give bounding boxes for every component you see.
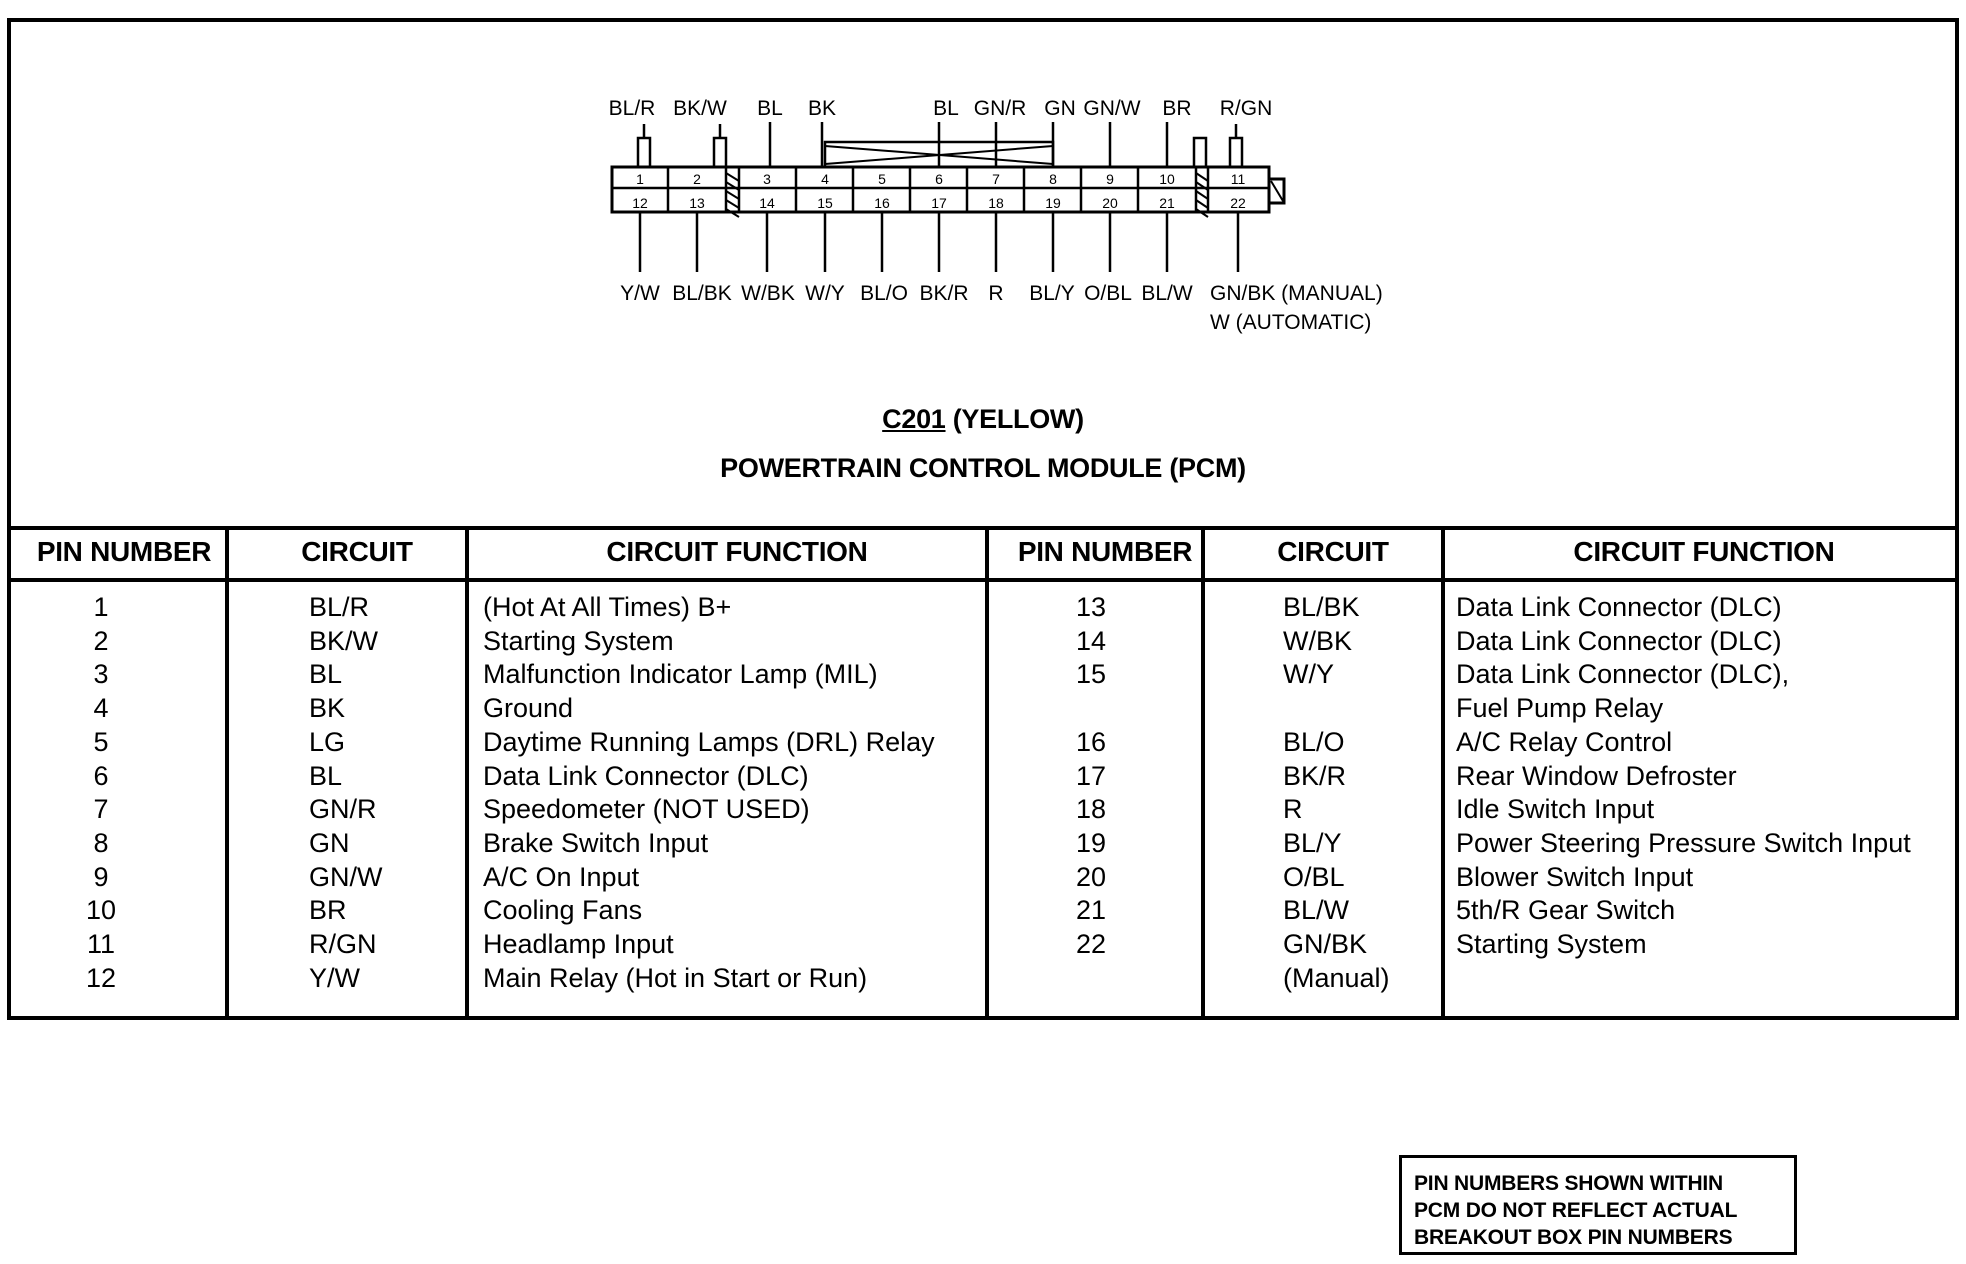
top-wire-label: R/GN	[1219, 97, 1273, 120]
pin-number-bottom: 20	[1102, 195, 1118, 211]
pin-number: 5	[93, 726, 109, 757]
circuit-code: BL/BK	[1283, 592, 1360, 622]
pin-number: 9	[93, 861, 109, 892]
circuit-code: W/BK	[1283, 625, 1353, 656]
pin-number-top: 6	[935, 171, 943, 187]
pin-number: 13	[1075, 592, 1107, 622]
top-wire-label: BR	[1162, 97, 1192, 120]
pin-number-bottom: 13	[689, 195, 705, 211]
pin-number-top: 4	[821, 171, 829, 187]
note-line: BREAKOUT BOX PIN NUMBERS	[1414, 1226, 1733, 1249]
circuit-function: Data Link Connector (DLC),	[1456, 659, 1790, 690]
bottom-wire-label: W/BK	[741, 282, 795, 305]
circuit-function: Data Link Connector (DLC)	[1456, 592, 1782, 622]
circuit-code: GN/BK	[1283, 929, 1368, 959]
circuit-function: Brake Switch Input	[483, 827, 709, 858]
header-circuit-left: CIRCUIT	[301, 536, 413, 567]
table-row	[11, 895, 1955, 929]
pin-number-top: 7	[992, 171, 1000, 187]
connector-id: C201	[882, 404, 946, 434]
table-header-rule	[11, 578, 1955, 582]
circuit-code: BL	[309, 760, 343, 791]
top-wire-label: BL/R	[608, 97, 656, 120]
circuit-function: Cooling Fans	[483, 895, 643, 926]
note-line: PIN NUMBERS SHOWN WITHIN	[1414, 1172, 1724, 1195]
circuit-function: Data Link Connector (DLC)	[1456, 625, 1782, 656]
pin-number-bottom: 14	[759, 195, 775, 211]
header-pin-right: PIN NUMBER	[1017, 536, 1193, 567]
pin-number-top: 11	[1230, 171, 1246, 187]
terminal-lock-tab	[1230, 138, 1242, 167]
table-row	[11, 794, 1955, 828]
top-wire-label: GN	[1044, 97, 1076, 120]
top-wire-label: GN/W	[1083, 97, 1141, 120]
circuit-code: R/GN	[309, 929, 377, 959]
circuit-function: Data Link Connector (DLC)	[483, 760, 809, 791]
table-row	[11, 693, 1955, 727]
pin-number-bottom: 16	[874, 195, 890, 211]
circuit-function: Ground	[483, 693, 574, 724]
circuit-function: Power Steering Pressure Switch Input	[1456, 827, 1911, 858]
circuit-code: W/Y	[1283, 659, 1334, 690]
pin-number-top: 1	[636, 171, 644, 187]
pin-number-top: 10	[1159, 171, 1175, 187]
pin-number: 2	[93, 625, 109, 656]
bottom-wire-label: BL/BK	[672, 282, 732, 305]
circuit-code: BL	[309, 659, 343, 690]
top-wire-label: BL	[933, 97, 959, 120]
circuit-function: Headlamp Input	[483, 929, 674, 959]
circuit-function: Starting System	[1456, 929, 1647, 959]
pin-number-bottom: 21	[1159, 195, 1175, 211]
pin-number: 10	[85, 895, 117, 926]
circuit-function: Speedometer (NOT USED)	[483, 794, 810, 825]
pin-number-bottom: 15	[817, 195, 833, 211]
pin-number-top: 3	[763, 171, 771, 187]
pin-number: 11	[86, 929, 116, 959]
bottom-wire-label: W/Y	[805, 282, 845, 305]
circuit-code: BK/R	[1283, 760, 1347, 791]
circuit-function: Starting System	[483, 625, 674, 656]
pin-number: 16	[1075, 726, 1107, 757]
pin-number: 3	[93, 659, 109, 690]
top-wire-label: BL	[757, 97, 783, 120]
pin-number: 19	[1075, 827, 1107, 858]
table-row	[11, 963, 1955, 997]
circuit-code: O/BL	[1283, 861, 1345, 892]
bottom-wire-label: R	[988, 282, 1004, 305]
pin-number: 6	[93, 760, 109, 791]
circuit-function: Malfunction Indicator Lamp (MIL)	[483, 659, 878, 690]
circuit-code: GN/W	[309, 861, 383, 892]
pin-number-bottom: 18	[988, 195, 1004, 211]
terminal-lock-tab	[714, 138, 726, 167]
header-function-left: CIRCUIT FUNCTION	[606, 536, 868, 567]
pin-number: 22	[1075, 929, 1107, 959]
circuit-code: GN/R	[309, 794, 377, 825]
circuit-code: BR	[309, 895, 347, 926]
bottom-wire-label: BL/W	[1141, 282, 1193, 305]
circuit-code: BL/O	[1283, 726, 1345, 757]
connector-color: (YELLOW)	[952, 404, 1084, 434]
circuit-function: Fuel Pump Relay	[1456, 693, 1664, 724]
pin-number-bottom: 22	[1230, 195, 1246, 211]
pin-number-top: 2	[693, 171, 701, 187]
connector-title	[0, 404, 1966, 435]
pin-number: 21	[1075, 895, 1107, 926]
table-row	[11, 862, 1955, 896]
circuit-code: (Manual)	[1283, 962, 1390, 993]
note-line: PCM DO NOT REFLECT ACTUAL	[1414, 1199, 1738, 1222]
circuit-code: BL/R	[309, 592, 370, 622]
pin-number: 18	[1075, 794, 1107, 825]
circuit-code: BK	[309, 693, 346, 724]
circuit-code: GN	[309, 827, 350, 858]
circuit-code: BL/W	[1283, 895, 1350, 926]
pin-number-note	[1399, 1155, 1797, 1255]
header-pin-left: PIN NUMBER	[36, 536, 212, 567]
table-row	[11, 828, 1955, 862]
pin-number: 14	[1075, 625, 1107, 656]
table-row	[11, 626, 1955, 660]
table-header-row	[11, 526, 1955, 578]
bottom-wire-label-extra: W (AUTOMATIC)	[1210, 311, 1372, 334]
pin-number-top: 9	[1106, 171, 1114, 187]
pin-number: 7	[93, 794, 109, 825]
circuit-function: Blower Switch Input	[1456, 861, 1694, 892]
pin-number-top: 5	[878, 171, 886, 187]
pin-number-bottom: 19	[1045, 195, 1061, 211]
pin-number-bottom: 12	[632, 195, 648, 211]
bottom-wire-label: O/BL	[1084, 282, 1132, 305]
table-row	[11, 727, 1955, 761]
circuit-function: A/C On Input	[483, 861, 640, 892]
circuit-function: Daytime Running Lamps (DRL) Relay	[483, 726, 935, 757]
circuit-code: BL/Y	[1283, 827, 1342, 858]
bottom-wire-label: BL/O	[860, 282, 908, 305]
table-row	[11, 659, 1955, 693]
terminal-lock-tab	[1194, 138, 1206, 167]
terminal-lock-tab	[638, 138, 650, 167]
pin-number: 4	[93, 693, 109, 724]
top-wire-label: GN/R	[973, 97, 1027, 120]
circuit-code: LG	[309, 726, 346, 757]
bottom-wire-label: BK/R	[919, 282, 969, 305]
bottom-wire-label: BL/Y	[1029, 282, 1075, 305]
pin-number: 15	[1075, 659, 1107, 690]
pin-number-top: 8	[1049, 171, 1057, 187]
circuit-function: A/C Relay Control	[1456, 726, 1673, 757]
pin-number: 1	[93, 592, 109, 622]
circuit-function: Idle Switch Input	[1456, 794, 1655, 825]
circuit-function: 5th/R Gear Switch	[1456, 895, 1676, 926]
pin-number: 20	[1075, 861, 1107, 892]
table-row	[11, 761, 1955, 795]
bottom-wire-label: Y/W	[620, 282, 660, 305]
circuit-function: (Hot At All Times) B+	[483, 592, 732, 622]
top-wire-label: BK/W	[673, 97, 727, 120]
table-row	[11, 929, 1955, 963]
pin-number-bottom: 17	[931, 195, 947, 211]
top-wire-label: BK	[807, 97, 837, 120]
connector-latch-hatch	[1271, 181, 1283, 201]
table-row	[11, 592, 1955, 626]
pin-number: 8	[93, 827, 109, 858]
module-title: POWERTRAIN CONTROL MODULE (PCM)	[720, 453, 1246, 483]
header-circuit-right: CIRCUIT	[1277, 536, 1389, 567]
circuit-code: R	[1283, 794, 1303, 825]
header-function-right: CIRCUIT FUNCTION	[1573, 536, 1835, 567]
circuit-code: Y/W	[309, 962, 360, 993]
circuit-code: BK/W	[309, 625, 379, 656]
pin-number: 12	[85, 962, 117, 993]
bottom-wire-label: GN/BK (MANUAL)	[1210, 282, 1383, 305]
circuit-function: Main Relay (Hot in Start or Run)	[483, 962, 868, 993]
circuit-function: Rear Window Defroster	[1456, 760, 1737, 791]
pin-number: 17	[1075, 760, 1107, 791]
